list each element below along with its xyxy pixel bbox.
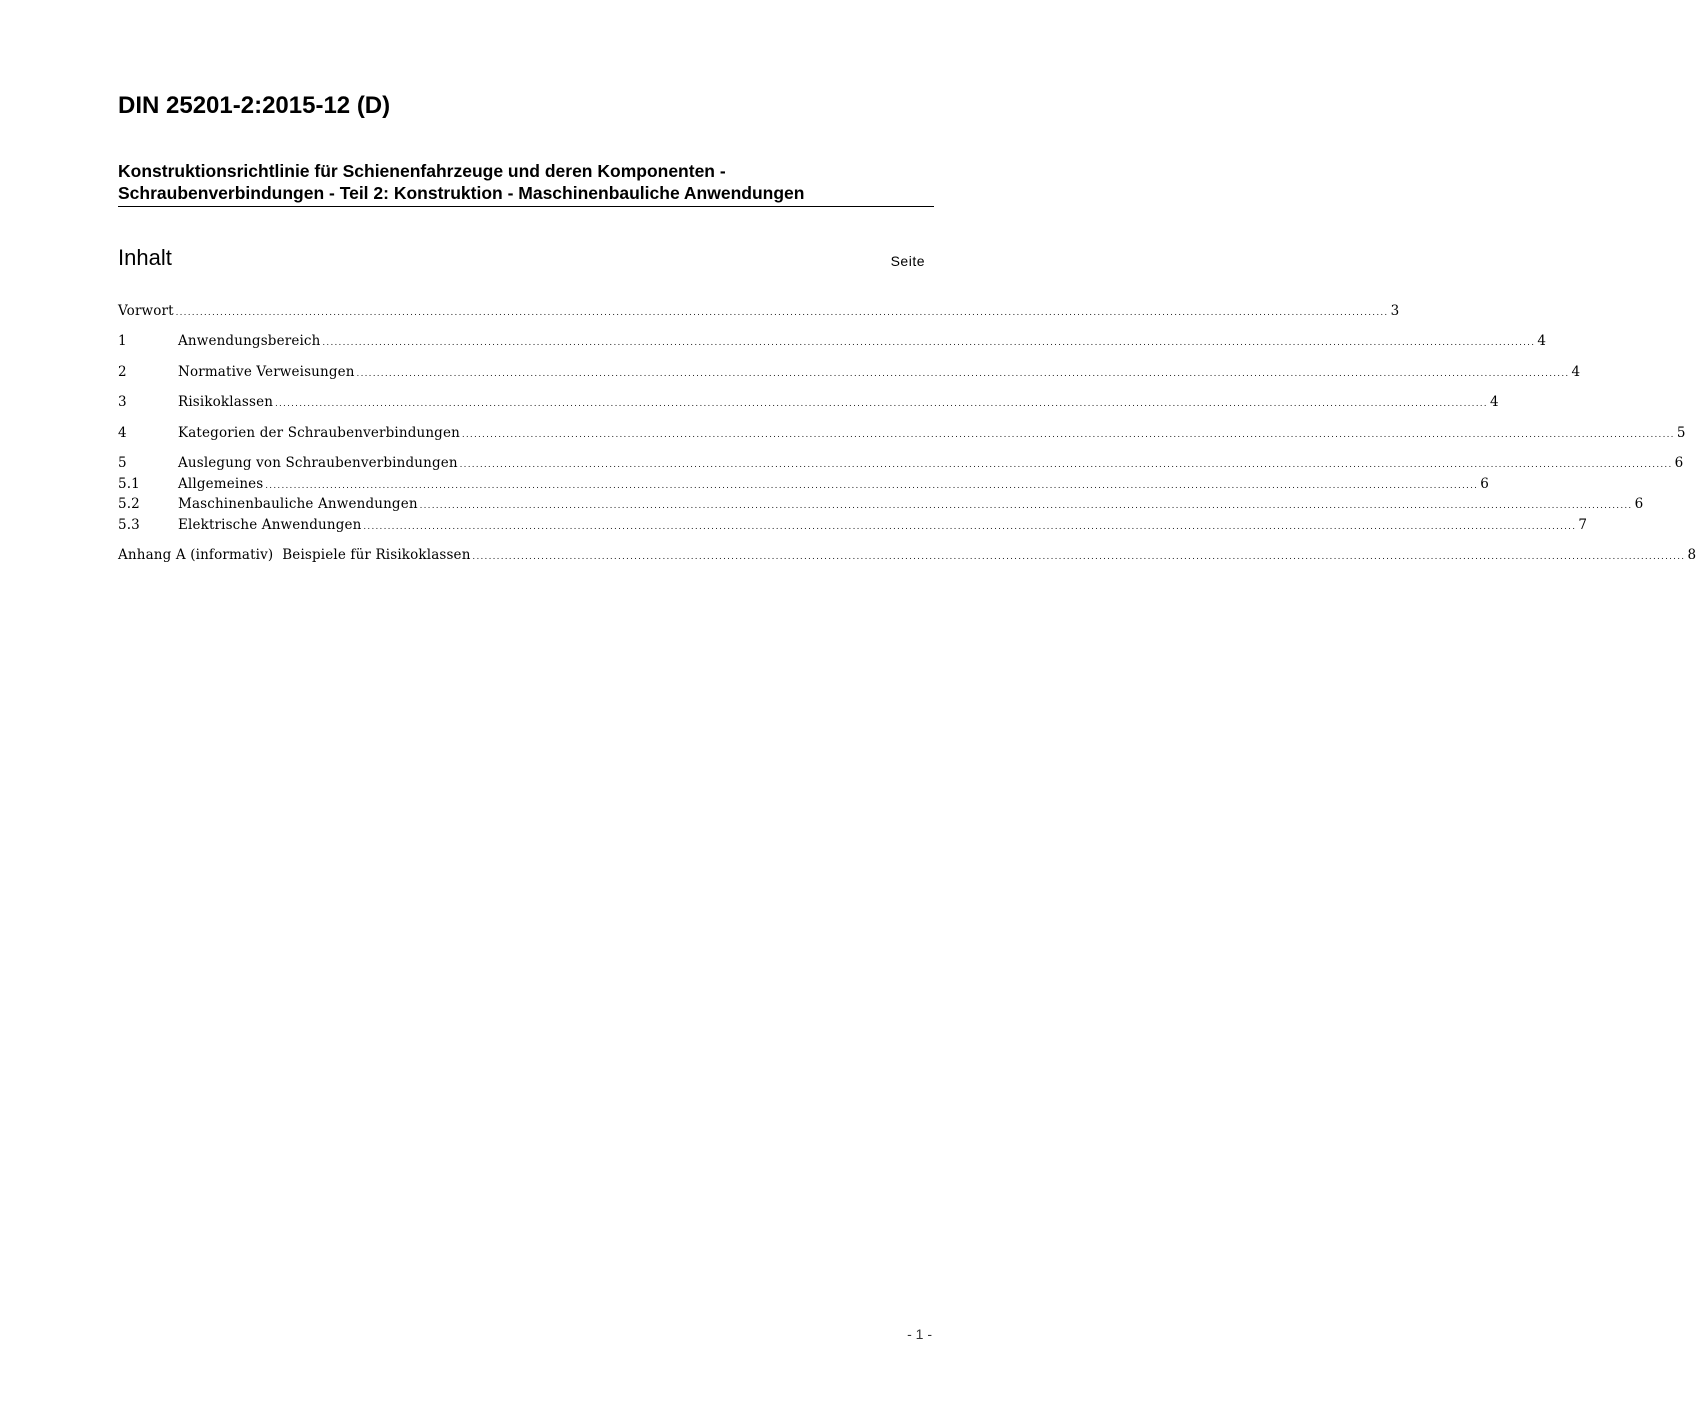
toc-leader-dots: ............................................................................................................................................................................................................................................................................................................ bbox=[356, 369, 1570, 378]
toc-leader-dots: ............................................................................................................................................................................................................................................................................................................ bbox=[175, 308, 1389, 317]
toc-leader-dots: ............................................................................................................................................................................................................................................................................................................ bbox=[275, 399, 1488, 408]
toc-entry-5-3[interactable] bbox=[118, 516, 1588, 535]
toc-heading: Inhalt bbox=[118, 245, 172, 270]
toc-entry-text: Kategorien der Schraubenverbindungen bbox=[178, 425, 460, 441]
toc-entry-page: 7 bbox=[1578, 517, 1588, 533]
toc-entry-3[interactable] bbox=[118, 393, 1499, 412]
toc-entry-text: Normative Verweisungen bbox=[178, 364, 355, 380]
toc-leader-dots: ............................................................................................................................................................................................................................................................................................................ bbox=[363, 522, 1577, 531]
toc-leader-dots: ............................................................................................................................................................................................................................................................................................................ bbox=[459, 460, 1673, 469]
toc-leader-dots: ............................................................................................................................................................................................................................................................................................................ bbox=[461, 430, 1675, 439]
document-title: DIN 25201-2:2015-12 (D) bbox=[118, 92, 391, 119]
toc-entry-text: Maschinenbauliche Anwendungen bbox=[178, 496, 418, 512]
toc-entry-number: 5.3 bbox=[118, 517, 140, 533]
toc-entry-page: 6 bbox=[1634, 496, 1644, 512]
toc-entry-number: 5.2 bbox=[118, 496, 140, 512]
toc-entry-page: 5 bbox=[1676, 425, 1686, 441]
toc-entry-page: 4 bbox=[1571, 364, 1581, 380]
toc-entry-annex-a[interactable] bbox=[118, 546, 1696, 565]
toc-entry-vorwort[interactable] bbox=[118, 302, 1400, 321]
toc-entry-5-2[interactable] bbox=[118, 495, 1644, 514]
document-subtitle-line: Konstruktionsrichtlinie für Schienenfahrzeuge und deren Komponenten - bbox=[118, 161, 726, 181]
toc-entry-page: 3 bbox=[1390, 303, 1400, 319]
toc-entry-number: 3 bbox=[118, 394, 127, 410]
toc-entry-5[interactable] bbox=[118, 454, 1684, 473]
toc-entry-number: 5 bbox=[118, 455, 127, 471]
toc-entry-number: 5.1 bbox=[118, 476, 140, 492]
document-subtitle-line: Schraubenverbindungen - Teil 2: Konstruktion - Maschinenbauliche Anwendungen bbox=[118, 183, 805, 203]
toc-entry-text: Vorwort bbox=[118, 303, 174, 319]
toc-entry-text: Allgemeines bbox=[178, 476, 264, 492]
toc-entry-2[interactable] bbox=[118, 363, 1581, 382]
toc-leader-dots: ............................................................................................................................................................................................................................................................................................................ bbox=[265, 481, 1479, 490]
toc-page-column-header: Seite bbox=[890, 253, 925, 269]
toc-entry-page: 6 bbox=[1480, 476, 1490, 492]
toc-entry-page: 8 bbox=[1687, 547, 1696, 563]
toc-entry-text: Auslegung von Schraubenverbindungen bbox=[178, 455, 458, 471]
toc-entry-page: 4 bbox=[1489, 394, 1499, 410]
toc-entry-page: 6 bbox=[1674, 455, 1684, 471]
toc-entry-4[interactable] bbox=[118, 424, 1686, 443]
toc-entry-number: 4 bbox=[118, 425, 127, 441]
toc-entry-number: 1 bbox=[118, 333, 127, 349]
page-number: - 1 - bbox=[907, 1326, 932, 1342]
title-divider bbox=[118, 206, 934, 207]
toc-entry-text: Elektrische Anwendungen bbox=[178, 517, 362, 533]
toc-entry-text: Anhang A (informativ) Beispiele für Risikoklassen bbox=[118, 547, 471, 563]
toc-entry-number: 2 bbox=[118, 364, 127, 380]
toc-entry-5-1[interactable] bbox=[118, 475, 1490, 494]
toc-entry-text: Anwendungsbereich bbox=[178, 333, 321, 349]
toc-entry-text: Risikoklassen bbox=[178, 394, 274, 410]
toc-entry-1[interactable] bbox=[118, 332, 1547, 351]
toc-entry-page: 4 bbox=[1537, 333, 1547, 349]
toc-leader-dots: ............................................................................................................................................................................................................................................................................................................ bbox=[322, 338, 1536, 347]
toc-leader-dots: ............................................................................................................................................................................................................................................................................................................ bbox=[472, 552, 1686, 561]
toc-leader-dots: ............................................................................................................................................................................................................................................................................................................ bbox=[419, 501, 1633, 510]
document-subtitle bbox=[118, 160, 934, 204]
